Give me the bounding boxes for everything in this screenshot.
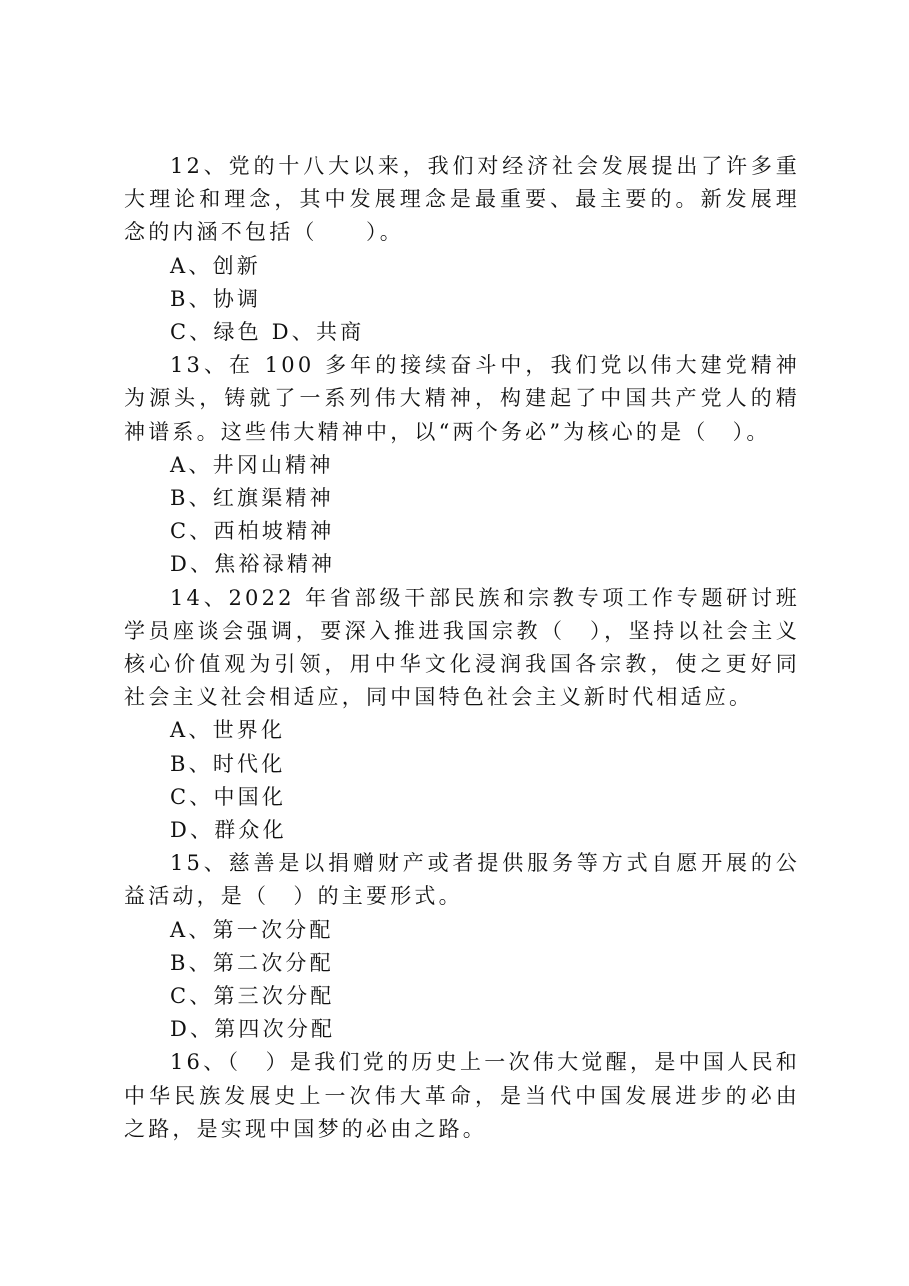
question-14-option-b: B、时代化 <box>170 751 286 776</box>
question-list <box>124 150 800 1146</box>
question-15-stem: 15、慈善是以捐赠财产或者提供服务等方式自愿开展的公益活动，是（ ）的主要形式。 <box>124 851 800 909</box>
question-14-option-a: A、世界化 <box>170 718 286 743</box>
question-12-option-c-d: C、绿色 D、共商 <box>170 320 365 345</box>
question-12-option-b: B、协调 <box>170 286 262 311</box>
question-14-option-c: C、中国化 <box>170 784 287 809</box>
question-16-stem: 16、（ ）是我们党的历史上一次伟大觉醒，是中国人民和中华民族发展史上一次伟大革命，是当代中国发展进步的必由之路，是实现中国梦的必由之路。 <box>124 1050 800 1141</box>
question-14-option-d: D、群众化 <box>170 818 287 843</box>
question-12-stem: 12、党的十八大以来，我们对经济社会发展提出了许多重大理论和理念，其中发展理念是最重要、最主要的。新发展理念的内涵不包括（ ）。 <box>124 154 800 245</box>
question-15-option-d: D、第四次分配 <box>170 1017 336 1042</box>
question-12-option-a: A、创新 <box>170 253 261 278</box>
question-13-option-c: C、西柏坡精神 <box>170 519 335 544</box>
question-15-option-b: B、第二次分配 <box>170 950 334 975</box>
question-13-option-a: A、井冈山精神 <box>170 452 334 477</box>
question-13-option-d: D、焦裕禄精神 <box>170 552 336 577</box>
question-14-stem: 14、2022 年省部级干部民族和宗教专项工作专题研讨班学员座谈会强调，要深入推进我国宗教（ ），坚持以社会主义核心价值观为引领，用中华文化浸润我国各宗教，使之更好同社会主义社会相适应，同中国特色社会主义新时代相适应。 <box>124 585 800 710</box>
question-15-option-a: A、第一次分配 <box>170 917 334 942</box>
question-13-option-b: B、红旗渠精神 <box>170 486 334 511</box>
question-15-option-c: C、第三次分配 <box>170 984 335 1009</box>
question-13-stem: 13、在 100 多年的接续奋斗中，我们党以伟大建党精神为源头，铸就了一系列伟大精神，构建起了中国共产党人的精神谱系。这些伟大精神中，以“两个务必”为核心的是（ ）。 <box>124 353 800 444</box>
